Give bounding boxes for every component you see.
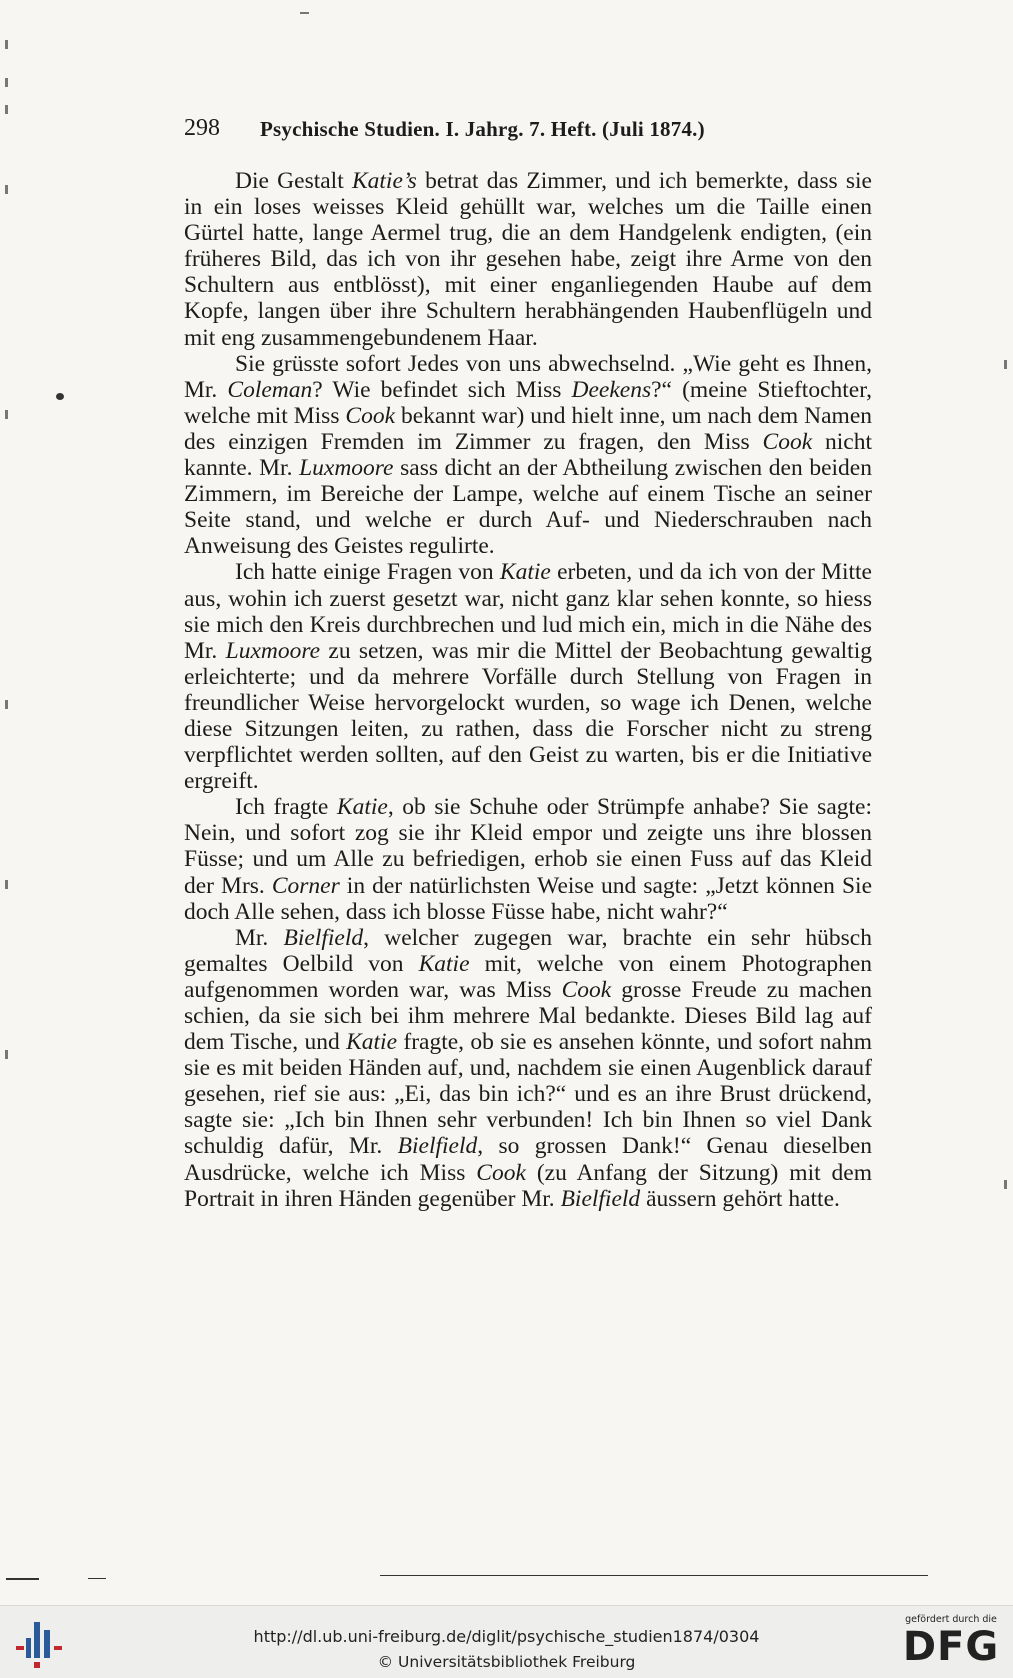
- italic-name: Corner: [271, 872, 340, 899]
- text-segment: Sie grüsste sofort Jedes von uns abwechselnd. „Wie geht es Ihnen, Mr.: [184, 350, 872, 403]
- italic-name: Cook: [561, 976, 612, 1003]
- scan-edge-mark: [5, 410, 8, 419]
- text-segment: in der natürlichsten Weise und sagte: „Jetzt können Sie doch Alle sehen, dass ich blosse Füsse habe, nicht wahr?“: [184, 872, 873, 925]
- dfg-wordmark: DFG: [902, 1624, 1000, 1670]
- scan-edge-mark: [5, 185, 8, 194]
- scan-edge-mark: [5, 1050, 8, 1059]
- running-title: Psychische Studien. I. Jahrg. 7. Heft. (Juli 1874.): [260, 117, 705, 141]
- text-segment: Ich fragte: [235, 794, 337, 821]
- bottom-rule: [6, 1578, 39, 1580]
- footer-bar: [0, 1605, 1013, 1678]
- scan-edge-mark: [5, 105, 8, 114]
- text-segment: bekannt war) und hielt inne, um nach dem Namen des einzigen Fremden im Zimmer zu fragen, den Miss: [184, 402, 872, 455]
- scan-edge-mark: [1004, 360, 1007, 369]
- text-segment: mit, welche von einem Photographen aufgenommen worden war, was Miss: [184, 950, 873, 1003]
- text-segment: erbeten, und da ich von der Mitte aus, wohin ich zuerst gesetzt war, nicht ganz klar sehen konnte, so hiess sie mich den Kreis durchbrechen und lud mich ein, mich in die Nähe des Mr.: [184, 559, 872, 664]
- text-segment: , so grossen Dank!“ Genau dieselben Ausdrücke, welche ich Miss: [184, 1133, 872, 1186]
- text-segment: Ich hatte einige Fragen von: [235, 559, 500, 586]
- text-segment: nicht kannte. Mr.: [184, 428, 872, 482]
- paragraph: [184, 559, 872, 794]
- italic-name: Bielfield: [283, 924, 364, 951]
- italic-name: Katie: [418, 950, 470, 977]
- italic-name: Cook: [762, 428, 813, 455]
- paragraph: [184, 925, 872, 1212]
- italic-name: Deekens: [571, 376, 652, 403]
- body-text: [184, 168, 872, 1212]
- scan-edge-mark: [5, 700, 8, 709]
- paragraph: [184, 168, 872, 351]
- text-segment: ?“ (meine Stieftochter, welche mit Miss: [184, 376, 872, 429]
- scan-edge-mark: [300, 12, 309, 14]
- bottom-rule: [88, 1578, 106, 1579]
- text-segment: ? Wie befindet sich Miss: [312, 376, 572, 403]
- scan-edge-mark: [5, 40, 8, 49]
- paragraph: [184, 794, 872, 924]
- text-segment: grosse Freude zu machen schien, da sie sich bei ihm mehrere Mal bedankte. Dieses Bild lag auf dem Tische, und: [184, 976, 872, 1056]
- text-segment: zu setzen, was mir die Mittel der Beobachtung gewaltig erleichterte; und da mehrere Vorfälle durch Stellung von Fragen in freundlicher Weise hervorgelockt wurden, so wage ich Denen, welche diese Sitzungen leiten, zu rathen, dass die Forscher nicht zu streng verpflichtet werden sollten, auf den Geist zu warten, bis er die Initiative ergreift.: [184, 637, 872, 795]
- text-segment: (zu Anfang der Sitzung) mit dem Portrait in ihren Händen gegenüber Mr.: [184, 1159, 872, 1212]
- italic-name: Luxmoore: [299, 455, 394, 482]
- scan-edge-mark: [1004, 1180, 1007, 1189]
- dfg-logo[interactable]: [896, 1614, 1006, 1674]
- italic-name: Cook: [476, 1159, 526, 1186]
- italic-name: Bielfield: [560, 1185, 641, 1212]
- italic-name: Coleman: [227, 376, 313, 403]
- footer-copyright: © Universitätsbibliothek Freiburg: [377, 1653, 636, 1671]
- italic-name: Katie’s: [351, 168, 417, 194]
- scan-edge-mark: [5, 78, 8, 87]
- footer-url-link[interactable]: http://dl.ub.uni-freiburg.de/diglit/psychische_studien1874/0304: [253, 1627, 760, 1646]
- dfg-tagline: gefördert durch die: [905, 1614, 997, 1625]
- paragraph: [184, 351, 872, 560]
- italic-name: Katie: [346, 1029, 398, 1056]
- text-segment: , welcher zugegen war, brachte ein sehr hübsch gemaltes Oelbild von: [184, 924, 872, 977]
- bottom-rule: [380, 1575, 928, 1576]
- italic-name: Cook: [345, 402, 396, 429]
- italic-name: Katie: [499, 559, 551, 586]
- text-segment: Mr.: [235, 924, 284, 951]
- text-segment: , ob sie Schuhe oder Strümpfe anhabe? Sie sagte: Nein, und sofort zog sie ihr Kleid empor und zeigte uns ihre blossen Füsse; und um Alle zu befriedigen, erhob sie einen Fuss auf das Kleid der Mrs.: [184, 794, 872, 899]
- text-segment: fragte, ob sie es ansehen könnte, und sofort nahm sie es mit beiden Händen auf, und, nachdem sie einen Augenblick darauf gesehen, rief sie aus: „Ei, das bin ich?“ und es an ihre Brust drückend, sagte sie: „Ich bin Ihnen sehr verbunden! Ich bin Ihnen so viel Dank schuldig dafür, Mr.: [184, 1029, 872, 1160]
- text-segment: sass dicht an der Abtheilung zwischen den beiden Zimmern, im Bereiche der Lampe, welche auf einem Tische an seiner Seite stand, und welche er durch Auf- und Niederschrauben nach Anweisung des Geistes regulirte.: [184, 455, 872, 560]
- scan-ink-dot: [56, 393, 64, 400]
- text-segment: betrat das Zimmer, und ich bemerkte, dass sie in ein loses weisses Kleid gehüllt war, welches um die Taille einen Gürtel hatte, lange Aermel trug, die an dem Handgelenk endigten, (ein früheres Bild, das ich von ihr gesehen habe, zeigt ihre Arme von den Schultern aus entblösst), mit einer enganliegenden Haube auf dem Kopfe, langen über ihre Schultern herabhängenden Haubenflügeln und mit eng zusammengebundenem Haar.: [184, 168, 872, 351]
- scan-edge-mark: [5, 880, 8, 889]
- italic-name: Bielfield: [397, 1133, 478, 1160]
- text-segment: Die Gestalt: [235, 168, 352, 194]
- text-segment: äussern gehört hatte.: [640, 1185, 840, 1212]
- italic-name: Luxmoore: [225, 637, 321, 664]
- page-number: 298: [184, 115, 220, 141]
- italic-name: Katie: [336, 794, 388, 821]
